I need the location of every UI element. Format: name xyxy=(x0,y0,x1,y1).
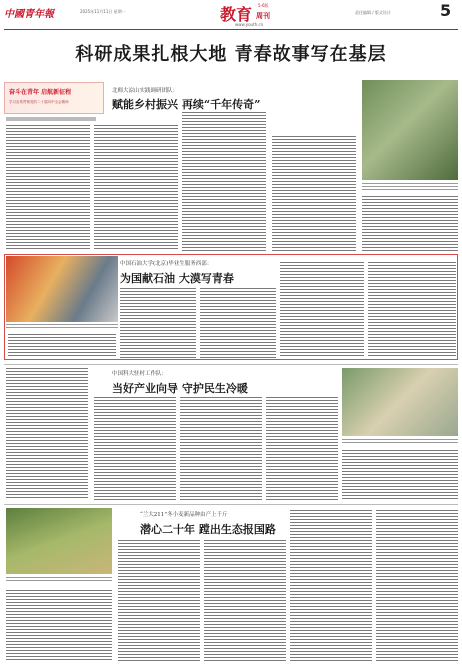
article4-text-col2 xyxy=(204,540,286,662)
banner-title: 奋斗在青年 启航新征程 xyxy=(9,89,72,96)
date-line: 2025年11月11日 星期一 xyxy=(80,9,126,14)
article3-text-col2 xyxy=(180,397,262,500)
article2-text-col3 xyxy=(280,262,364,358)
article1-photo xyxy=(362,80,458,180)
article2-text-col4 xyxy=(368,262,456,358)
article3-text-col0 xyxy=(6,368,88,500)
masthead-rule xyxy=(4,29,458,30)
article3-text-col4 xyxy=(342,450,458,500)
article2-title: 为国献石油 大漠写青春 xyxy=(120,272,234,285)
article2-photo xyxy=(6,256,118,322)
edition-tag: 5-6版 xyxy=(258,3,269,8)
contact-line: 责任编辑 / 版式设计 xyxy=(355,10,391,15)
article4-text-col0 xyxy=(6,590,112,662)
website: www.youth.cn xyxy=(235,22,264,27)
article3-kicker: 中国科大驻村工作队： xyxy=(112,371,168,377)
article1-text-col2 xyxy=(94,125,178,251)
article2-text-col0 xyxy=(8,334,116,358)
divider xyxy=(4,504,458,505)
section-sub: 周刊 xyxy=(256,12,270,20)
article4-title: 潜心二十年 蹚出生态报国路 xyxy=(140,523,276,536)
article1-text-col1 xyxy=(6,125,90,251)
article2-text-col2 xyxy=(200,288,276,358)
article1-text-col4 xyxy=(272,136,356,251)
article1-text-col3 xyxy=(182,112,266,251)
article3-text-col3 xyxy=(266,397,338,500)
article1-photo-caption xyxy=(362,183,458,191)
article4-photo-caption xyxy=(6,577,112,583)
article3-photo-caption xyxy=(342,439,458,445)
main-headline: 科研成果扎根大地 青春故事写在基层 xyxy=(75,44,387,65)
article4-text-col1 xyxy=(118,540,200,662)
article4-kicker: “兰大211”冬小麦新品种由产上千斤 xyxy=(140,512,228,518)
article2-text-col1 xyxy=(120,288,196,358)
article3-photo xyxy=(342,368,458,436)
divider xyxy=(4,364,458,365)
article1-kicker: 北师大凉山实践调研团队： xyxy=(112,88,179,94)
article4-photo xyxy=(6,508,112,574)
section-title: 教育 xyxy=(220,5,253,24)
article3-text-col1 xyxy=(94,397,176,500)
masthead xyxy=(0,0,462,30)
article4-text-col4 xyxy=(376,510,458,662)
paper-name: 中國青年報 xyxy=(4,9,54,20)
page-number: 5 xyxy=(440,1,452,20)
banner xyxy=(4,82,104,114)
article4-text-col3 xyxy=(290,510,372,662)
article1-text-col5 xyxy=(362,196,458,251)
article3-title: 当好产业向导 守护民生冷暖 xyxy=(112,382,248,395)
article1-title: 赋能乡村振兴 再续“千年传奇” xyxy=(112,98,261,111)
article2-photo-caption xyxy=(6,324,118,330)
article2-kicker: 中国石油大学(北京)毕业生服务西部： xyxy=(120,261,213,267)
banner-subtitle: 学习宣传贯彻党的二十届四中全会精神 xyxy=(9,100,69,104)
byline xyxy=(6,117,96,121)
